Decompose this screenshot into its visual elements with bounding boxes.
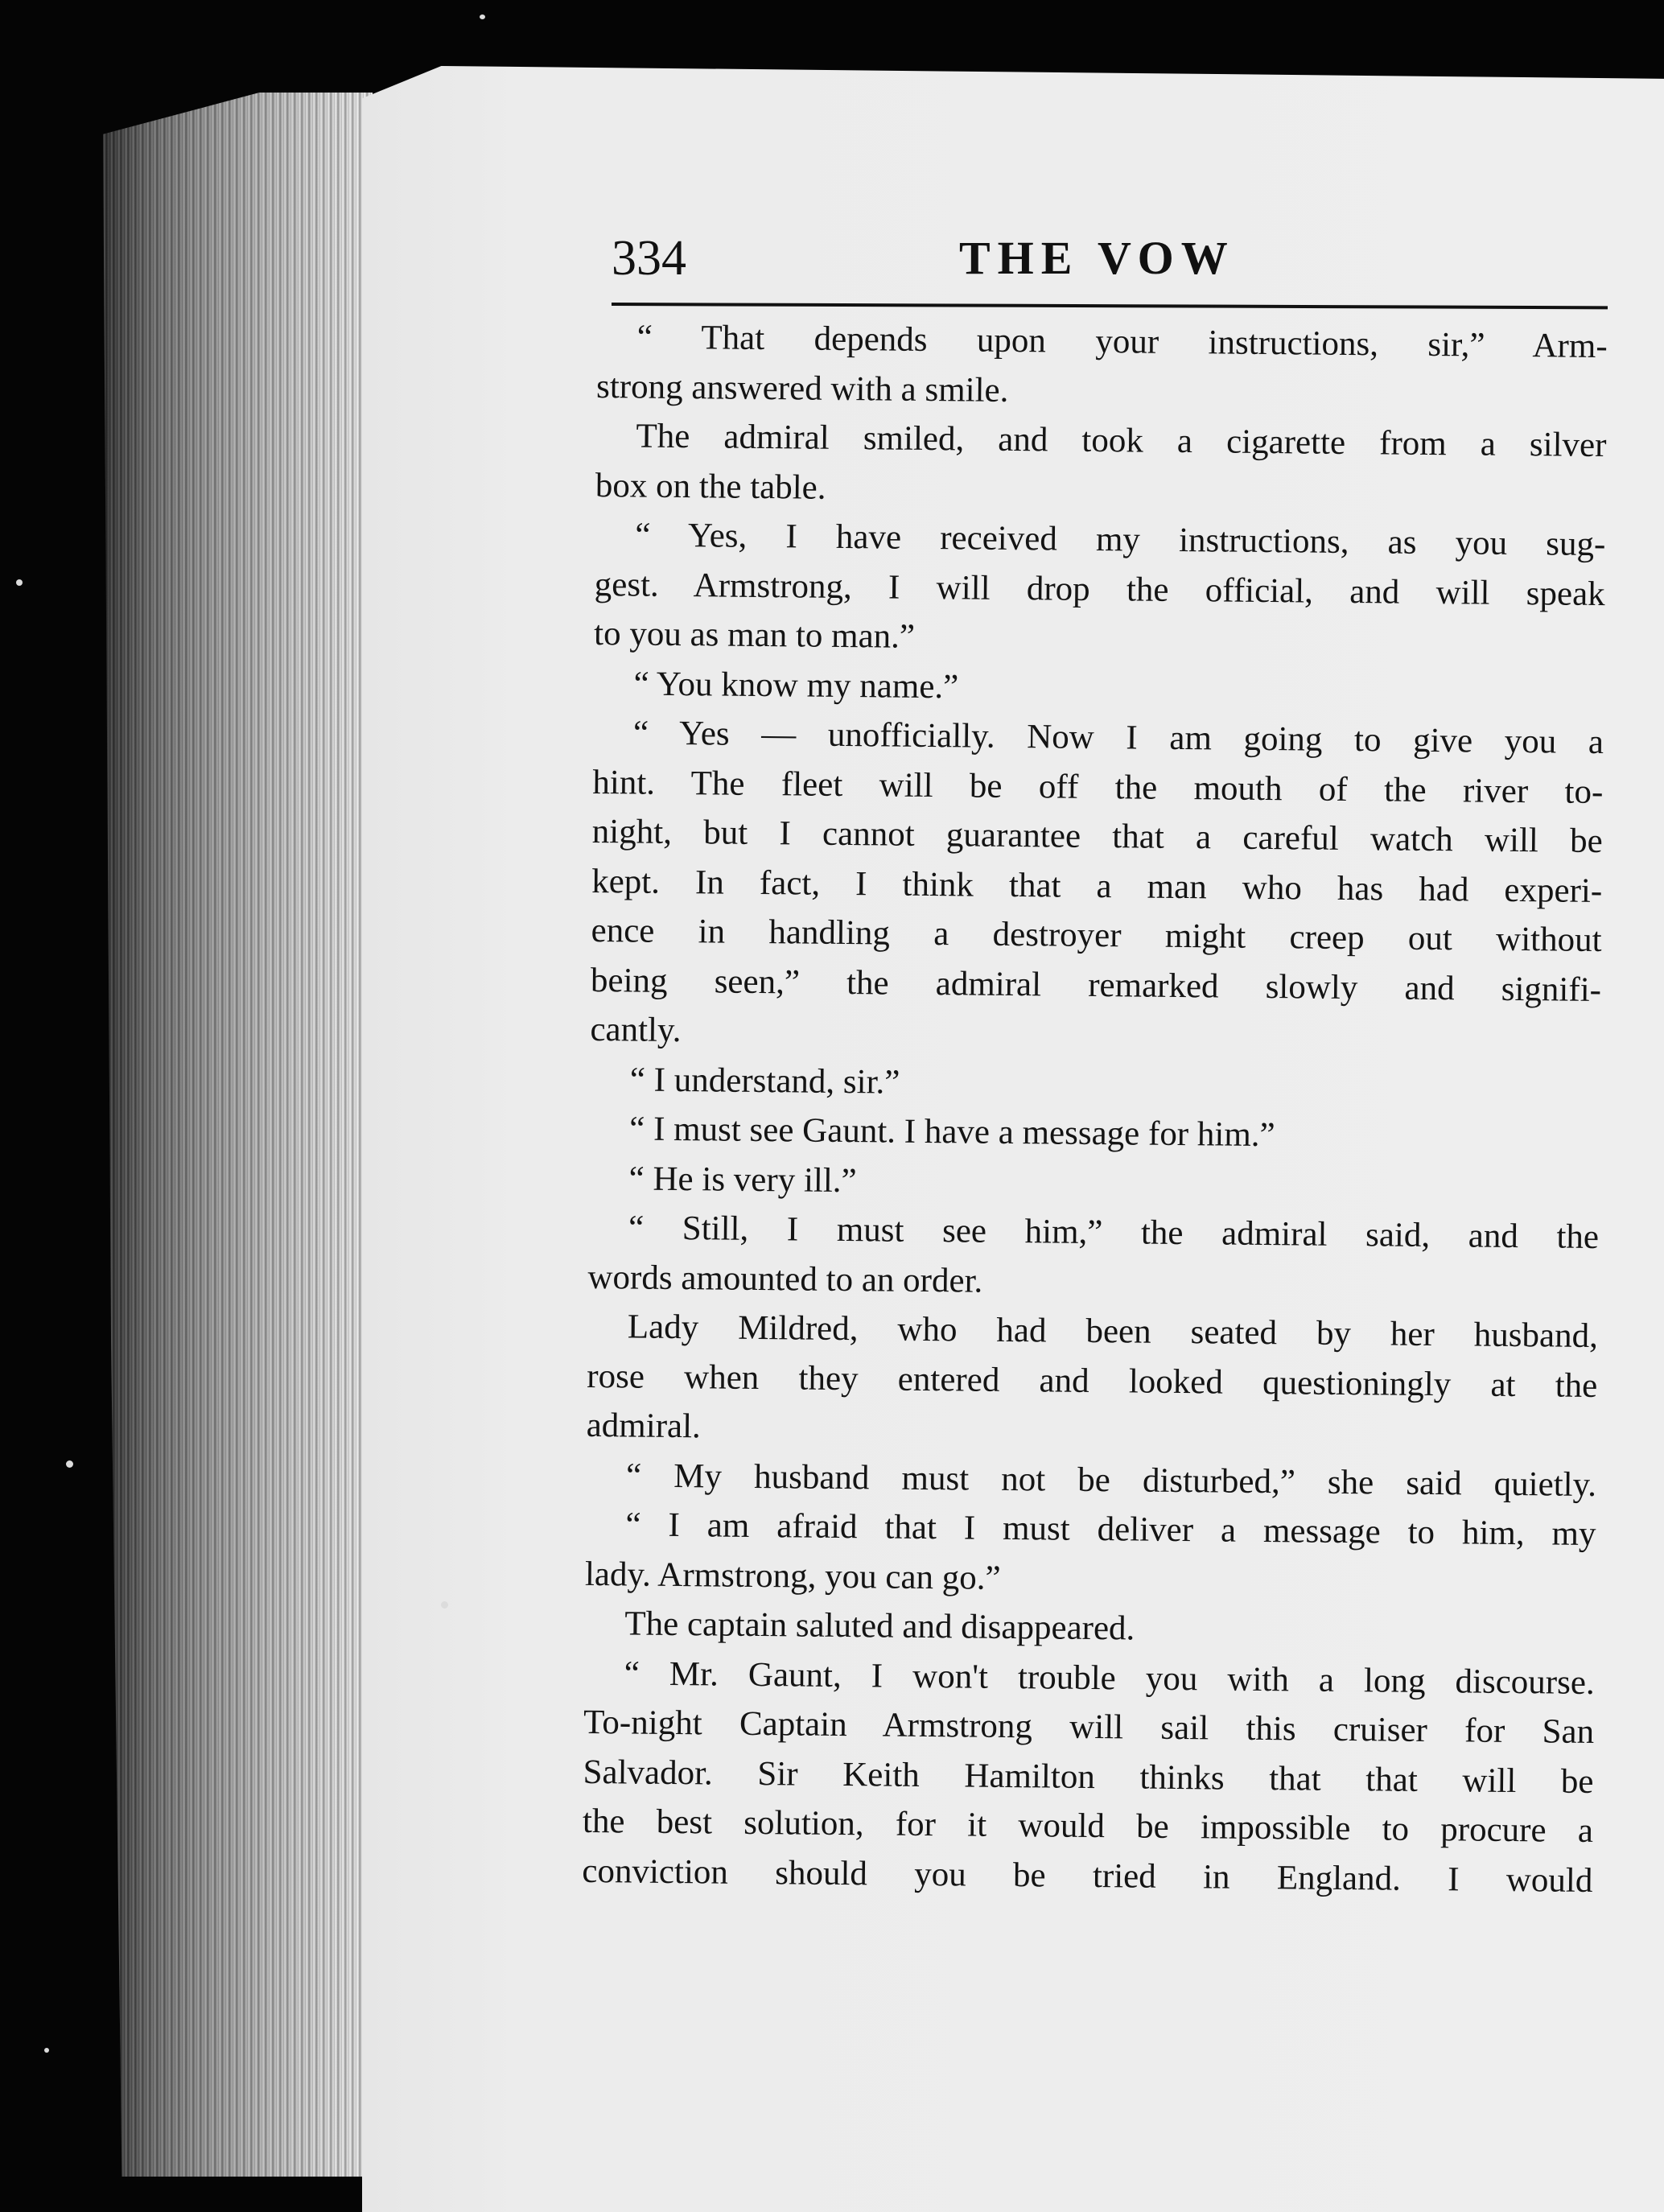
text-line: “ My husband must not be disturbed,” she said quietly. (625, 1456, 1597, 1504)
text-line: cantly. (590, 1010, 682, 1050)
text-line: admiral. (586, 1406, 702, 1446)
text-line: ence in handling a destroyer might creep out without (591, 911, 1602, 960)
text-line: Lady Mildred, who had been seated by her husband, (627, 1308, 1599, 1355)
text-line: night, but I cannot guarantee that a careful watch will be (591, 812, 1603, 861)
text-line: “ Still, I must see him,” the admiral said, and the (628, 1209, 1600, 1257)
text-line: The captain saluted and disappeared. (624, 1604, 1135, 1648)
text-line: to you as man to man.” (593, 614, 916, 656)
dust-speck (44, 2048, 49, 2053)
text-line: being seen,” the admiral remarked slowly and signifi- (590, 961, 1602, 1009)
text-line: lady. Armstrong, you can go.” (584, 1555, 1001, 1597)
text-line: To-night Captain Armstrong will sail this cruiser for San (583, 1703, 1595, 1751)
book-page-edges (103, 93, 373, 2177)
text-line: conviction should you be tried in England. I would (582, 1852, 1593, 1900)
text-line: box on the table. (595, 466, 826, 507)
running-title: THE VOW (959, 232, 1235, 284)
text-line: gest. Armstrong, I will drop the official, and will speak (594, 565, 1605, 613)
text-line: rose when they entered and looked questioningly at the (587, 1357, 1598, 1405)
dust-speck (480, 14, 485, 19)
page-header (612, 230, 1608, 320)
text-line: strong answered with a smile. (595, 367, 1009, 410)
text-line: “ I understand, sir.” (629, 1060, 900, 1102)
text-line: “ That depends upon your instructions, sir,” Arm- (636, 318, 1608, 366)
dust-speck (441, 1601, 448, 1609)
dust-speck (16, 579, 23, 586)
text-line: kept. In fact, I think that a man who has had experi- (591, 862, 1603, 910)
text-line: “ I am afraid that I must deliver a message to him, my (625, 1506, 1596, 1553)
body-text (582, 312, 1608, 1905)
text-line: hint. The fleet will be off the mouth of the river to- (592, 763, 1604, 811)
text-line: “ Mr. Gaunt, I won't trouble you with a long discourse. (624, 1654, 1595, 1702)
text-line: words amounted to an order. (587, 1258, 983, 1300)
text-line: The admiral smiled, and took a cigarette from a silver (636, 417, 1607, 465)
text-line: “ You know my name.” (633, 664, 959, 706)
text-line: “ I must see Gaunt. I have a message for him.” (629, 1110, 1275, 1155)
text-line: “ He is very ill.” (628, 1159, 857, 1200)
text-line: Salvador. Sir Keith Hamilton thinks that that will be (583, 1753, 1594, 1801)
dust-speck (66, 1460, 73, 1468)
text-line: the best solution, for it would be impossible to procure a (582, 1802, 1594, 1850)
header-rule (612, 303, 1608, 309)
page-number: 334 (612, 231, 686, 286)
text-line: “ Yes, I have received my instructions, as you sug- (635, 516, 1606, 564)
text-line: “ Yes — unofficially. Now I am going to give you a (632, 714, 1604, 762)
